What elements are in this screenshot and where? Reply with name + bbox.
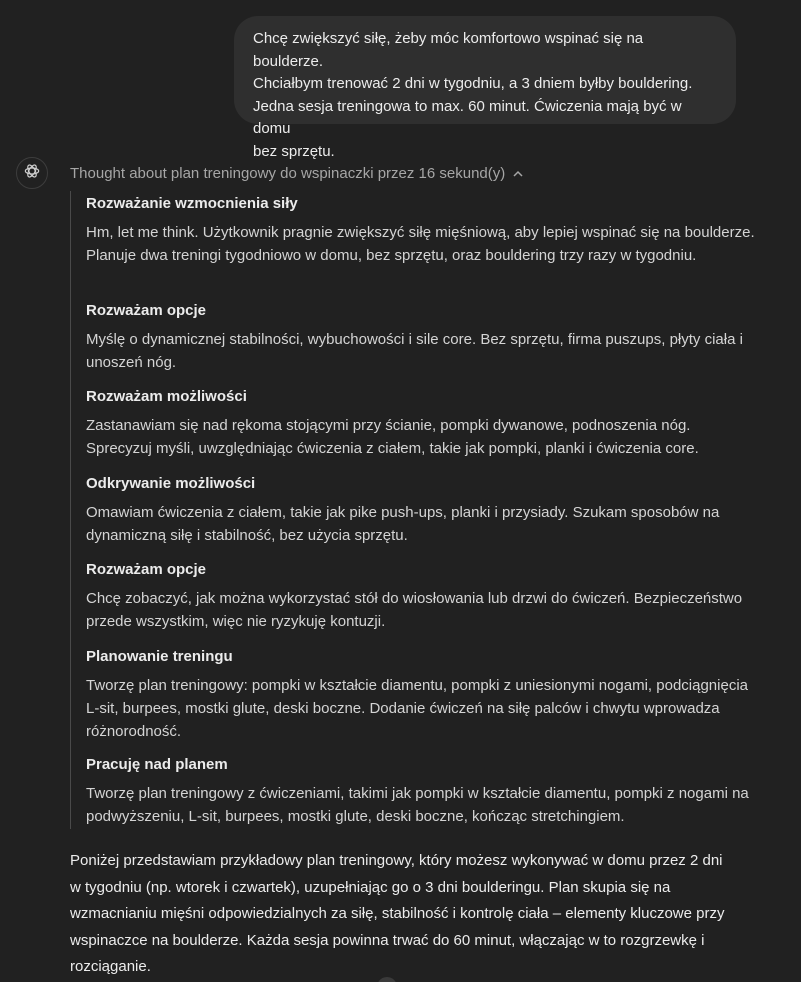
thought-section <box>86 300 766 371</box>
thought-text: Hm, let me think. Użytkownik pragnie zwiększyć siłę mięśniową, aby lepiej wspinać się na boulderze. Planuje dwa treningi tygodniowo w domu, bez sprzętu, oraz bouldering trzy razy w tygodniu. <box>86 224 755 264</box>
thought-section <box>86 386 766 457</box>
thought-title: Planowanie treningu <box>86 648 233 665</box>
thought-title: Pracuję nad planem <box>86 756 228 773</box>
thought-section <box>86 193 766 264</box>
thought-text: Myślę o dynamicznej stabilności, wybuchowości i sile core. Bez sprzętu, firma puszups, płyty ciała i unoszeń nóg. <box>86 331 743 371</box>
thought-section <box>86 646 766 740</box>
user-message-line: Chciałbym trenować 2 dni w tygodniu, a 3 dniem byłby bouldering. <box>253 75 693 93</box>
thought-text: Tworzę plan treningowy z ćwiczeniami, takimi jak pompki w kształcie diamentu, pompki z nogami na podwyższeniu, L-sit, burpees, mostki glute, deski boczne, kończąc stretchingiem. <box>86 785 749 825</box>
thought-toggle[interactable] <box>70 164 525 184</box>
thought-title: Rozważanie wzmocnienia siły <box>86 195 298 212</box>
thought-text: Omawiam ćwiczenia z ciałem, takie jak pike push-ups, planki i przysiady. Szukam sposobów na dynamiczną siłę i stabilność, bez użycia sprzętu. <box>86 504 720 544</box>
thought-header-label: Thought about plan treningowy do wspinaczki przez 16 sekund(y) <box>70 165 506 182</box>
thought-text: Tworzę plan treningowy: pompki w kształcie diamentu, pompki z uniesionymi nogami, podciągnięcia L-sit, burpees, mostki glute, deski boczne. Dodanie ćwiczeń na siłę palców i chwytu wprowadza różnorodność. <box>86 677 748 740</box>
thought-title: Rozważam możliwości <box>86 388 247 405</box>
assistant-avatar <box>16 157 48 189</box>
openai-logo-icon <box>22 161 42 186</box>
thought-section <box>86 559 766 630</box>
thought-content <box>70 191 770 829</box>
user-message-line: Chcę zwiększyć siłę, żeby móc komfortowo wspinać się na boulderze. <box>253 30 644 70</box>
thought-text: Zastanawiam się nad rękoma stojącymi przy ścianie, pompki dywanowe, podnoszenia nóg. Sprecyzuj myśli, uwzględniając ćwiczenia z ciałem, takie jak pompki, planki i ćwiczenia core. <box>86 417 699 457</box>
user-message-bubble <box>234 16 736 160</box>
thought-section <box>86 754 766 825</box>
user-message-line: bez sprzętu. <box>253 142 335 160</box>
chevron-up-icon <box>511 167 525 181</box>
thought-title: Rozważam opcje <box>86 302 207 319</box>
thought-section <box>86 473 766 544</box>
assistant-answer-paragraph: Poniżej przedstawiam przykładowy plan treningowy, który możesz wykonywać w domu przez 2 dni w tygodniu (np. wtorek i czwartek), uzupełniając go o 3 dni boulderingu. Plan skupia się na wzmacnianiu mięśni odpowiedzialnych za siłę, stabilność i kontrolę ciała – elementy kluczowe przy wspinaczce na boulderze. Każda sesja powinna trwać do 60 minut, włączając w to rozgrzewkę i rozciąganie. <box>70 852 725 976</box>
thought-text: Chcę zobaczyć, jak można wykorzystać stół do wiosłowania lub drzwi do ćwiczeń. Bezpieczeństwo przede wszystkim, więc nie ryzykuję kontuzji. <box>86 590 743 630</box>
thought-title: Rozważam opcje <box>86 561 207 578</box>
thought-title: Odkrywanie możliwości <box>86 475 256 492</box>
user-message-line: Jedna sesja treningowa to max. 60 minut. Ćwiczenia mają być w domu <box>253 97 682 138</box>
